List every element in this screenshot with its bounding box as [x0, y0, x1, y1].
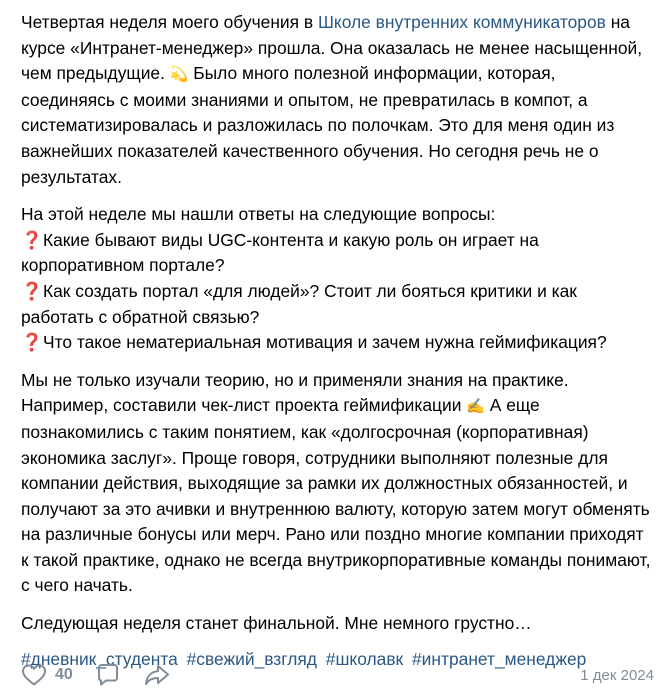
paragraph-3: Мы не только изучали теорию, но и применяли знания на практике. Например, составили чек-лист проекта геймификации ✍️ А еще познакомились с таким понятием, как «долгосрочная (корпоративная) экономика заслуг». Проще говоря, сотрудники выполняют полезные для компании действия, выходящие за рамки их должностных обязанностей, и получают за это ачивки и внутреннюю валюту, которую затем могут обменять на различные бонусы или мерч. Рано или поздно многие компании приходят к такой практике, однако не всегда внутрикорпоративные команды понимают, с чего начать. — [21, 369, 651, 596]
comment-button[interactable] — [95, 662, 121, 688]
school-link[interactable]: Школе внутренних коммуникаторов — [317, 12, 606, 32]
hashtag-link[interactable]: #свежий_взгляд — [186, 648, 317, 669]
hashtag-link[interactable]: #интранет_менеджер — [412, 648, 587, 669]
post-actions — [21, 660, 654, 690]
share-button[interactable] — [143, 662, 171, 688]
question-mark-icon: ❓ — [21, 280, 43, 301]
question-mark-icon: ❓ — [21, 332, 43, 353]
like-button[interactable] — [21, 663, 73, 687]
question-mark-icon: ❓ — [21, 229, 43, 250]
writing-hand-emoji: ✍️ — [466, 398, 485, 416]
dizzy-emoji: 💫 — [169, 66, 189, 84]
comment-icon — [95, 662, 121, 688]
paragraph-1: Четвертая неделя моего обучения в Школе внутренних коммуникаторов на курсе «Интранет-менеджер» прошла. Она оказалась не менее насыщенной, чем предыдущие. 💫 Было много полезной информации, которая, соединяясь с моими знаниями и опытом, не превратилась в компот, а систематизировалась и разложилась по полочкам. Это для меня один из важнейших показателей качественного обучения. Но сегодня речь не о результатах. — [21, 12, 643, 187]
post-date[interactable]: 1 дек 2024 — [580, 666, 654, 684]
share-icon — [143, 662, 171, 688]
like-count: 40 — [55, 666, 73, 683]
hashtag-link[interactable]: #школавк — [325, 648, 404, 669]
heart-icon — [21, 663, 47, 687]
question-2: Как создать портал «для людей»? Стоит ли бояться критики и как работать с обратной связью? — [21, 280, 577, 327]
hashtag-link[interactable]: #дневник_студента — [21, 648, 178, 669]
question-3: Что такое нематериальная мотивация и зачем нужна геймификация? — [43, 332, 607, 353]
post-text — [21, 10, 654, 637]
question-1: Какие бывают виды UGC-контента и какую роль он играет на корпоративном портале? — [21, 229, 539, 276]
paragraph-4: Следующая неделя станет финальной. Мне немного грустно… — [21, 613, 532, 634]
paragraph-2: На этой неделе мы нашли ответы на следующие вопросы: ❓Какие бывают виды UGC-контента и какую роль он играет на корпоративном портале? ❓Как создать портал «для людей»? Стоит ли бояться критики и как работать с обратной связью? ❓Что такое нематериальная мотивация и зачем нужна геймификация? — [21, 202, 654, 356]
